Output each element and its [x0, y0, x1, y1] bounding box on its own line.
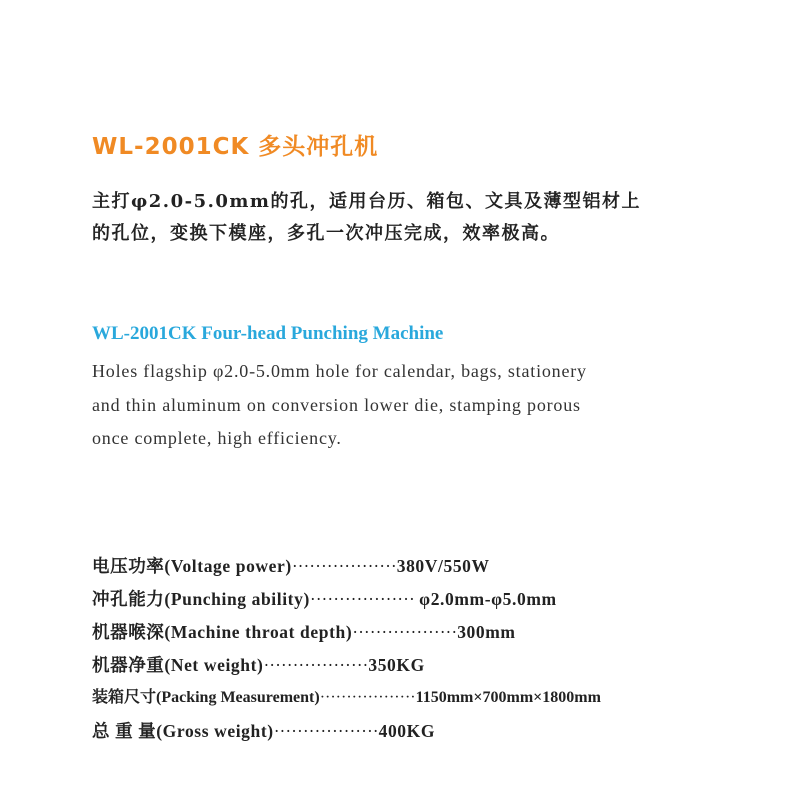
spec-leader-dots: ·················· [352, 622, 458, 642]
product-title-en: WL-2001CK Four-head Punching Machine [92, 323, 444, 344]
spec-label: 冲孔能力(Punching ability) [92, 589, 310, 609]
description-en-line-2: and thin aluminum on conversion lower die, stamping porous [92, 394, 581, 415]
description-en-line-1: Holes flagship φ2.0-5.0mm hole for calendar, bags, stationery [92, 361, 587, 381]
spec-row-gross-weight [92, 717, 772, 750]
spec-label: 总 重 量(Gross weight) [92, 721, 274, 741]
spec-list [92, 552, 772, 750]
spec-row-punching-ability [92, 585, 772, 618]
spec-label: 电压功率(Voltage power) [92, 556, 292, 576]
description-cn-line-1: 主打φ2.0-5.0mm的孔，适用台历、箱包、文具及薄型铝材上 [92, 191, 641, 212]
spec-label: 机器喉深(Machine throat depth) [92, 622, 353, 642]
spec-row-packing-measurement [92, 684, 772, 717]
spec-leader-dots: ·················· [291, 556, 397, 576]
description-cn-line-2: 的孔位，变换下模座，多孔一次冲压完成，效率极高。 [92, 223, 560, 244]
spec-leader-dots: ·················· [273, 721, 379, 741]
spec-row-voltage-power [92, 552, 772, 585]
spec-value: 350KG [368, 655, 425, 675]
spec-value: φ2.0mm-φ5.0mm [419, 589, 557, 609]
spec-leader-dots: ·················· [309, 589, 420, 609]
spec-value: 400KG [378, 721, 436, 741]
spec-row-throat-depth [92, 618, 772, 651]
spec-label: 机器净重(Net weight) [92, 655, 264, 675]
spec-label: 装箱尺寸(Packing Measurement) [92, 689, 320, 706]
product-title-cn: WL-2001CK 多头冲孔机 [92, 134, 379, 160]
spec-value: 380V/550W [396, 556, 490, 576]
spec-row-net-weight [92, 651, 772, 684]
product-description-en [92, 355, 732, 456]
description-en-line-3: once complete, high efficiency. [92, 428, 342, 448]
spec-leader-dots: ·················· [263, 655, 369, 675]
spec-value: 300mm [457, 622, 516, 642]
product-description-cn [92, 186, 732, 250]
spec-leader-dots: ·················· [319, 689, 416, 706]
spec-value: 1150mm×700mm×1800mm [415, 689, 601, 706]
